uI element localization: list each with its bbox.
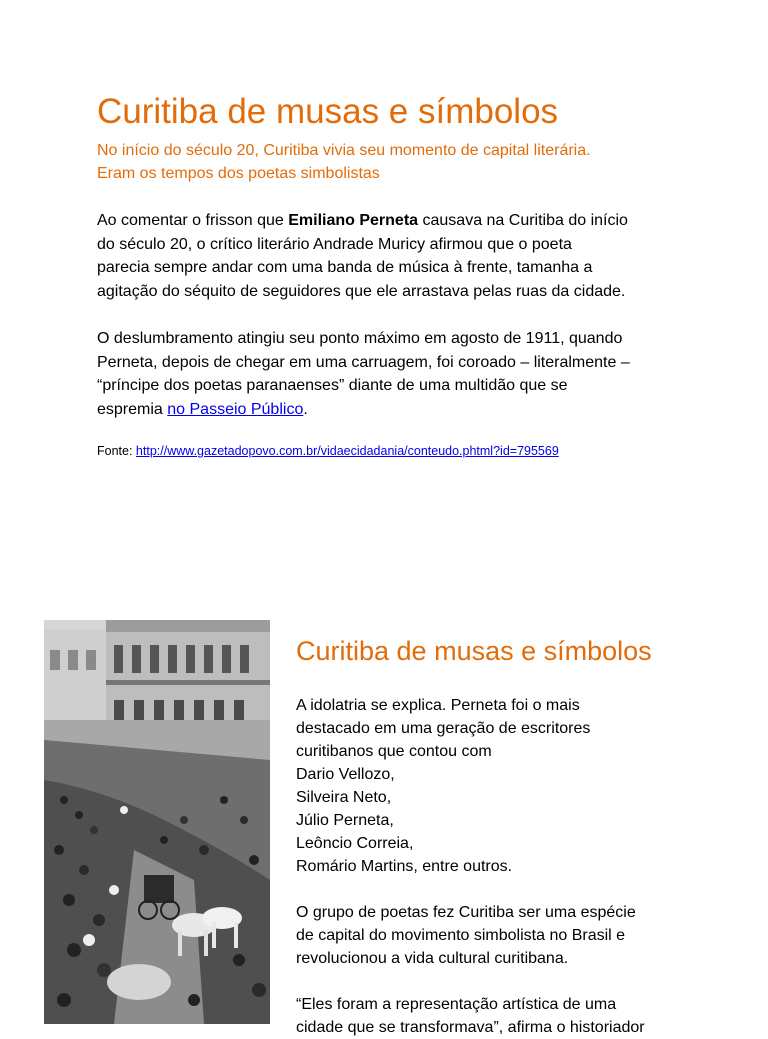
source-link[interactable]: http://www.gazetadopovo.com.br/vidaecidadania/conteudo.phtml?id=795569 [135,444,559,458]
paragraph-line: agitação do séquito de seguidores que ele arrastava pelas ruas da cidade. [97,282,626,300]
text-run: Ao comentar o frisson que [97,212,289,229]
paragraph-line: Perneta, depois de chegar em uma carruagem, foi coroado – literalmente – [97,353,630,371]
paragraph-line: O grupo de poetas fez Curitiba ser uma espécie [296,904,636,921]
subtitle-line: Eram os tempos dos poetas simbolistas [97,165,380,182]
paragraph-2 [97,327,717,421]
paragraph-line: do século 20, o crítico literário Andrade Muricy afirmou que o poeta [97,235,572,253]
bottom-article [296,632,756,1039]
paragraph-line: curitibanos que contou com [296,743,492,760]
paragraph-line: de capital do movimento simbolista no Brasil e [296,927,626,944]
paragraph-line: revolucionou a vida cultural curitibana. [296,950,569,967]
paragraph-1 [97,209,717,303]
paragraph-4 [296,901,756,970]
source-line [97,443,717,459]
subtitle [97,139,717,185]
paragraph-line: cidade que se transformava”, afirma o historiador [296,1019,645,1036]
page-title: Curitiba de musas e símbolos [97,92,559,131]
poet-name: Emiliano Perneta [288,212,419,229]
poet-list-item: Júlio Perneta, [296,812,394,829]
passeio-publico-link[interactable]: no Passeio Público [167,400,304,418]
text-run: espremia [97,400,168,418]
section-title: Curitiba de musas e símbolos [296,636,652,666]
historic-street-photo [44,620,270,1024]
top-article [97,88,717,459]
photo-illustration [44,620,270,1024]
poet-list-item: Silveira Neto, [296,789,392,806]
source-label: Fonte: [97,444,136,458]
poet-list-item: Dario Vellozo, [296,766,395,783]
paragraph-line: O deslumbramento atingiu seu ponto máximo em agosto de 1911, quando [97,330,623,347]
poet-list-item: Leôncio Correia, [296,835,414,852]
paragraph-line [97,209,717,233]
paragraph-line: A idolatria se explica. Perneta foi o mais [296,697,580,714]
text-run: . [303,400,308,418]
text-run: causava na Curitiba do início [418,212,628,229]
paragraph-line [97,398,717,422]
paragraph-line: “príncipe dos poetas paranaenses” diante de uma multidão que se [97,377,568,394]
paragraph-5 [296,993,756,1039]
paragraph-line: destacado em uma geração de escritores [296,720,591,737]
poet-list-item: Romário Martins, entre outros. [296,858,513,875]
paragraph-line: parecia sempre andar com uma banda de música à frente, tamanha a [97,259,593,276]
paragraph-3 [296,694,756,878]
paragraph-line: “Eles foram a representação artística de uma [296,996,617,1013]
subtitle-line: No início do século 20, Curitiba vivia seu momento de capital literária. [97,142,591,159]
